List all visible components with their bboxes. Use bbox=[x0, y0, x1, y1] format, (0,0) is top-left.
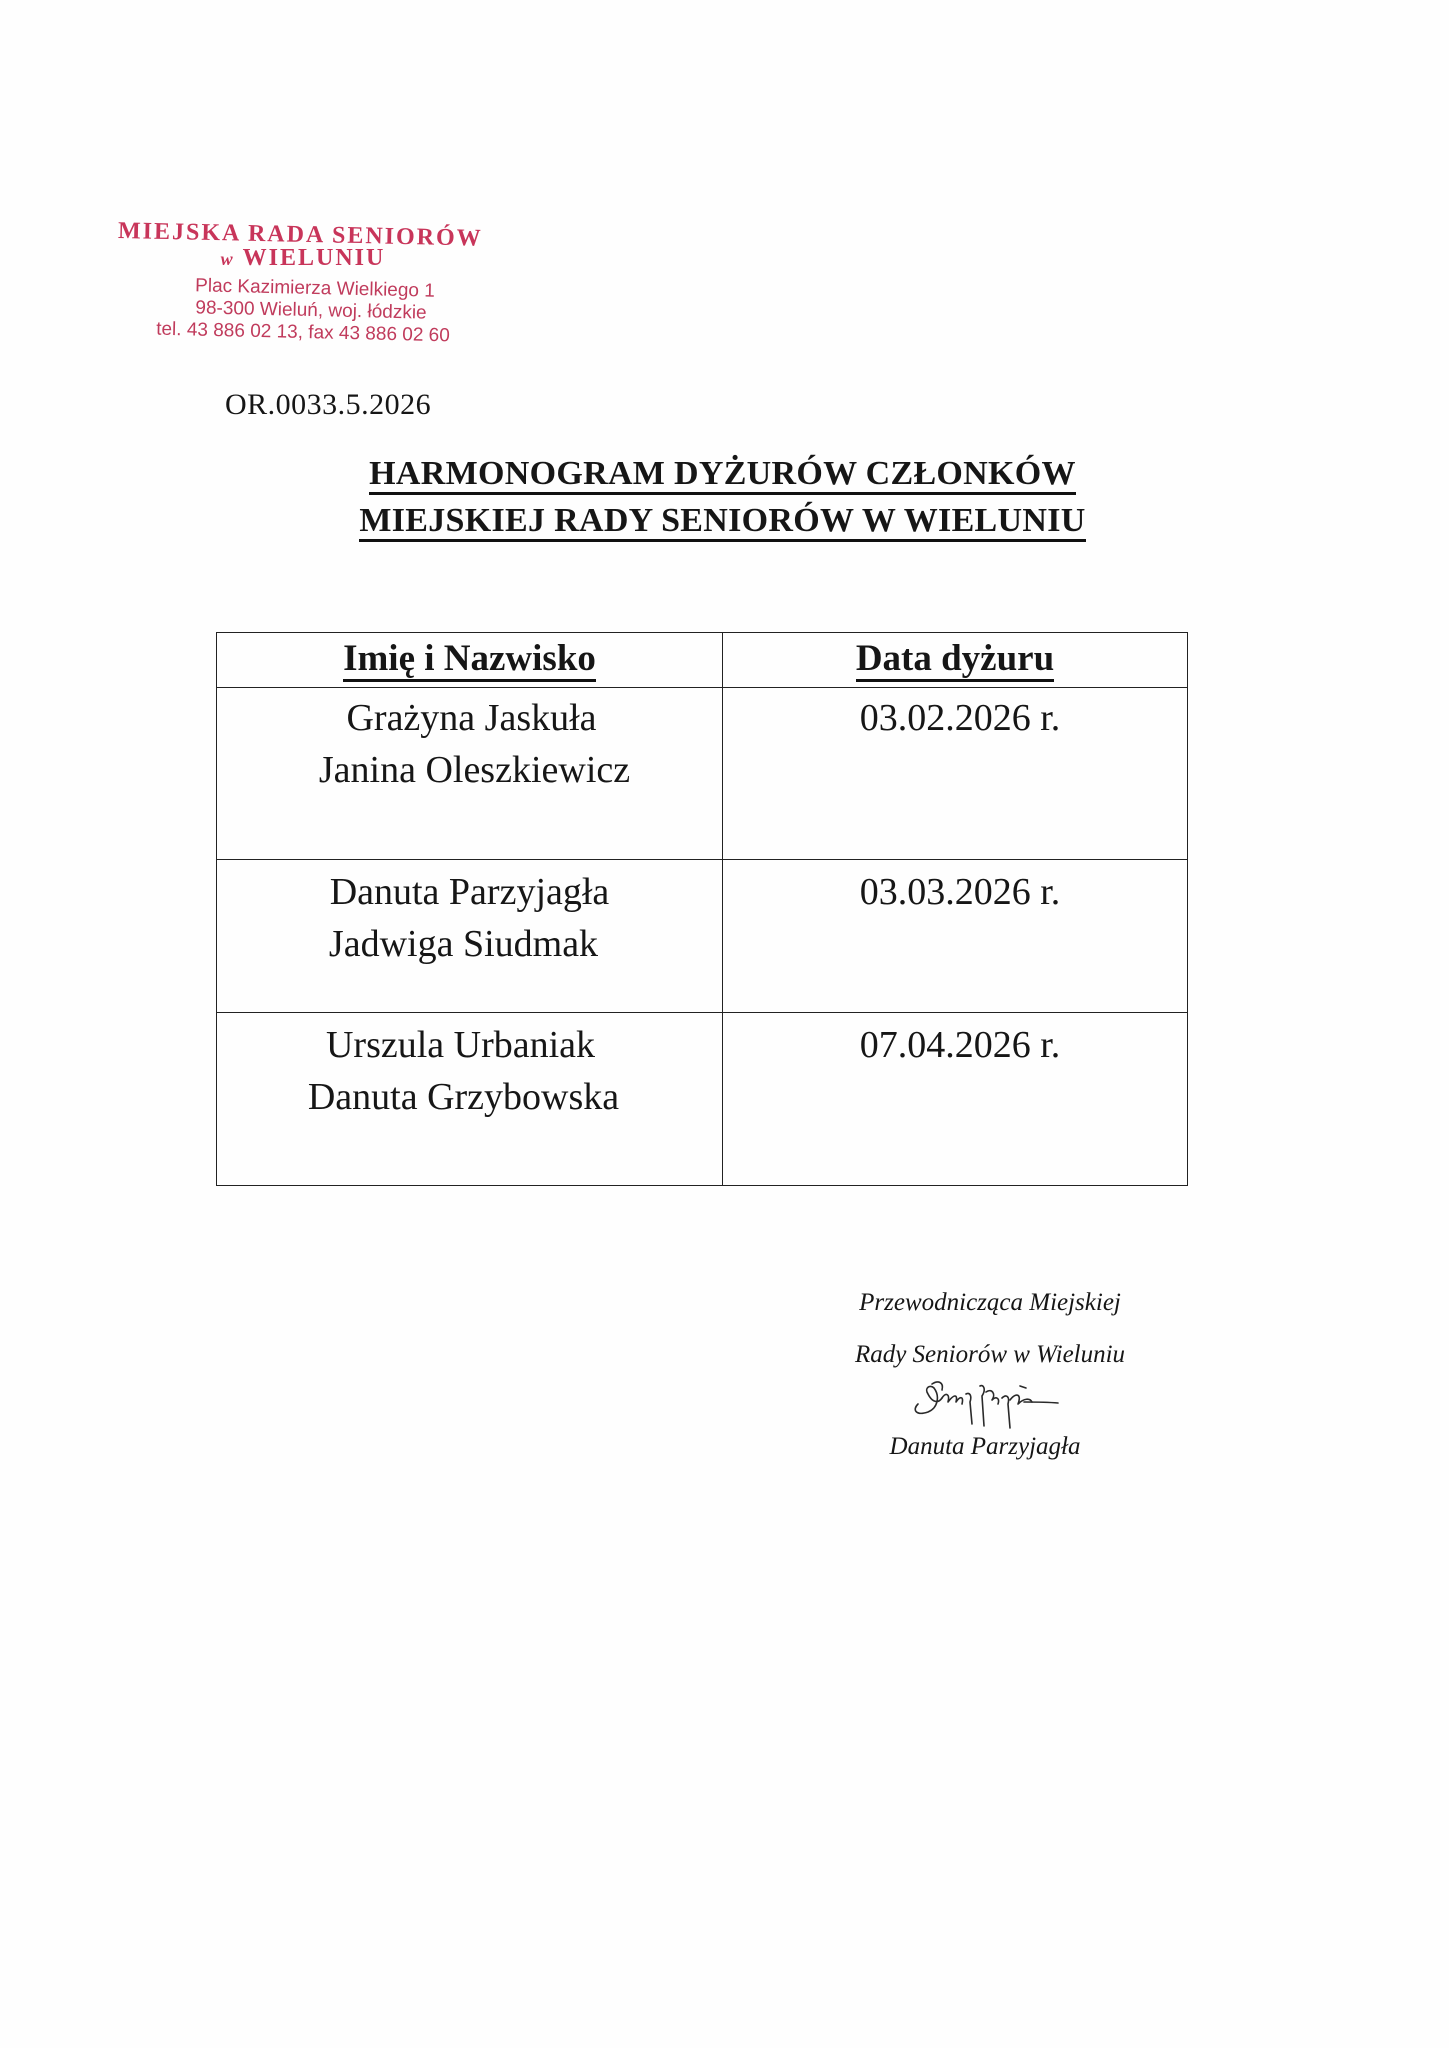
table-row bbox=[217, 860, 1188, 1013]
duty-date: 07.04.2026 r. bbox=[859, 1024, 1061, 1066]
reference-number: OR.0033.5.2026 bbox=[225, 388, 432, 421]
header-name-label: Imię i Nazwisko bbox=[343, 639, 596, 682]
names-cell bbox=[217, 1013, 723, 1186]
stamp-address-street: Plac Kazimierza Wielkiego 1 bbox=[194, 275, 436, 302]
table-row bbox=[217, 1013, 1188, 1186]
header-name bbox=[217, 633, 723, 688]
title-line-1: HARMONOGRAM DYŻURÓW CZŁONKÓW bbox=[369, 456, 1076, 495]
stamp-address-city: 98-300 Wieluń, woj. łódzkie bbox=[195, 297, 427, 324]
date-cell bbox=[723, 1013, 1188, 1186]
table-header-row bbox=[217, 633, 1188, 688]
signatory-role-line-1: Przewodnicząca Miejskiej bbox=[859, 1289, 1121, 1316]
date-cell bbox=[723, 688, 1188, 860]
signature-block bbox=[820, 1288, 1160, 1462]
names-cell bbox=[217, 860, 723, 1013]
member-name: Janina Oleszkiewicz bbox=[318, 749, 631, 791]
duty-date: 03.03.2026 r. bbox=[859, 871, 1061, 913]
header-date bbox=[723, 633, 1188, 688]
stamp-contact: tel. 43 886 02 13, fax 43 886 02 60 bbox=[155, 318, 451, 347]
stamp-city-name: WIELUNIU bbox=[242, 245, 386, 271]
document-title bbox=[300, 450, 1145, 544]
duty-date: 03.02.2026 r. bbox=[859, 697, 1061, 739]
member-name: Danuta Parzyjagła bbox=[329, 871, 610, 913]
table-row bbox=[217, 688, 1188, 860]
handwritten-signature-icon bbox=[820, 1374, 1160, 1432]
organization-stamp bbox=[117, 218, 518, 347]
header-date-label: Data dyżuru bbox=[856, 639, 1054, 682]
stamp-city-prefix: w bbox=[220, 249, 235, 269]
duty-schedule-table bbox=[216, 632, 1188, 1186]
stamp-org-name: MIEJSKA RADA SENIORÓW bbox=[117, 218, 483, 252]
member-name: Danuta Grzybowska bbox=[307, 1076, 620, 1118]
title-line-2: MIEJSKIEJ RADY SENIORÓW W WIELUNIU bbox=[359, 503, 1085, 542]
signatory-role-line-2: Rady Seniorów w Wieluniu bbox=[854, 1341, 1126, 1368]
names-cell bbox=[217, 688, 723, 860]
date-cell bbox=[723, 860, 1188, 1013]
signatory-name: Danuta Parzyjagła bbox=[889, 1433, 1081, 1460]
member-name: Grażyna Jaskuła bbox=[346, 697, 597, 739]
member-name: Jadwiga Siudmak bbox=[328, 923, 599, 965]
member-name: Urszula Urbaniak bbox=[325, 1024, 596, 1066]
